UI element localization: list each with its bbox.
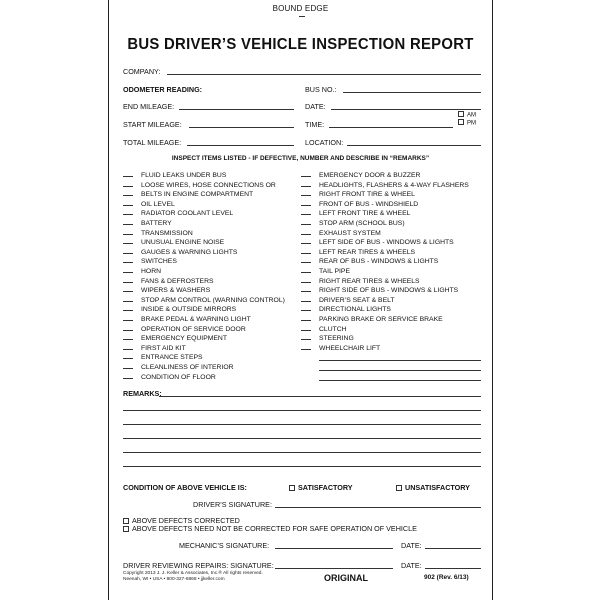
defects-not-needed-checkbox[interactable] xyxy=(123,524,417,533)
checklist-item[interactable]: RADIATOR COOLANT LEVEL xyxy=(123,210,233,217)
company-field[interactable] xyxy=(167,74,481,75)
company-label: COMPANY: xyxy=(123,67,161,76)
remarks-line[interactable] xyxy=(123,424,481,425)
original-label: ORIGINAL xyxy=(324,573,368,583)
checklist-item[interactable]: EXHAUST SYSTEM xyxy=(301,230,381,237)
checklist-item[interactable]: LOOSE WIRES, HOSE CONNECTIONS OR xyxy=(123,182,276,189)
checklist-item[interactable]: EMERGENCY EQUIPMENT xyxy=(123,335,227,342)
pm-label: PM xyxy=(467,120,476,127)
total-mileage-field[interactable] xyxy=(187,145,294,146)
checklist-item[interactable]: DIRECTIONAL LIGHTS xyxy=(301,306,391,313)
checklist-item[interactable]: WHEELCHAIR LIFT xyxy=(301,345,380,352)
checklist-item[interactable]: DRIVER’S SEAT & BELT xyxy=(301,297,395,304)
checklist-item[interactable]: RIGHT SIDE OF BUS - WINDOWS & LIGHTS xyxy=(301,287,458,294)
remarks-label: REMARKS: xyxy=(123,389,162,398)
checklist-item[interactable]: CONDITION OF FLOOR xyxy=(123,374,216,381)
end-mileage-label: END MILEAGE: xyxy=(123,102,175,111)
mechanics-date-field[interactable] xyxy=(425,548,481,549)
condition-label: CONDITION OF ABOVE VEHICLE IS: xyxy=(123,483,247,492)
bus-no-label: BUS NO.: xyxy=(305,85,337,94)
checklist-item[interactable]: GAUGES & WARNING LIGHTS xyxy=(123,249,237,256)
form-number: 902 (Rev. 6/13) xyxy=(424,574,469,581)
checklist-item[interactable]: CLEANLINESS OF INTERIOR xyxy=(123,364,234,371)
mechanics-signature-label: MECHANIC’S SIGNATURE: xyxy=(179,541,270,550)
checklist-item[interactable]: FANS & DEFROSTERS xyxy=(123,278,214,285)
checklist-item[interactable]: LEFT SIDE OF BUS - WINDOWS & LIGHTS xyxy=(301,239,454,246)
unsatisfactory-label: UNSATISFACTORY xyxy=(405,483,470,492)
time-field[interactable] xyxy=(329,127,453,128)
checklist-item[interactable]: RIGHT FRONT TIRE & WHEEL xyxy=(301,191,415,198)
pm-checkbox[interactable] xyxy=(458,119,476,127)
odometer-label: ODOMETER READING: xyxy=(123,85,203,94)
end-mileage-field[interactable] xyxy=(179,109,294,110)
remarks-line[interactable] xyxy=(159,396,481,397)
checklist-item[interactable]: REAR OF BUS - WINDOWS & LIGHTS xyxy=(301,258,438,265)
drivers-signature-label: DRIVER’S SIGNATURE: xyxy=(193,500,272,509)
remarks-line[interactable] xyxy=(123,466,481,467)
checklist-item[interactable]: ENTRANCE STEPS xyxy=(123,354,203,361)
start-mileage-field[interactable] xyxy=(189,127,294,128)
total-mileage-label: TOTAL MILEAGE: xyxy=(123,138,182,147)
defects-not-needed-label: ABOVE DEFECTS NEED NOT BE CORRECTED FOR SAFE OPERATION OF VEHICLE xyxy=(132,524,417,533)
checklist-item[interactable]: STOP ARM (SCHOOL BUS) xyxy=(301,220,405,227)
extra-item-line[interactable] xyxy=(319,370,481,371)
date-field[interactable] xyxy=(331,109,481,110)
remarks-line[interactable] xyxy=(123,452,481,453)
extra-item-line[interactable] xyxy=(319,380,481,381)
checklist-item[interactable]: HORN xyxy=(123,268,161,275)
checklist-item[interactable]: UNUSUAL ENGINE NOISE xyxy=(123,239,224,246)
time-label: TIME: xyxy=(305,120,325,129)
mechanics-date-label: DATE: xyxy=(401,541,422,550)
checklist-item[interactable]: EMERGENCY DOOR & BUZZER xyxy=(301,172,420,179)
driver-reviewing-date-field[interactable] xyxy=(425,568,481,569)
am-checkbox[interactable] xyxy=(458,111,476,119)
driver-reviewing-date-label: DATE: xyxy=(401,561,422,570)
checklist-item[interactable]: FRONT OF BUS - WINDSHIELD xyxy=(301,201,418,208)
remarks-line[interactable] xyxy=(123,410,481,411)
satisfactory-label: SATISFACTORY xyxy=(298,483,353,492)
bus-no-field[interactable] xyxy=(343,92,481,93)
unsatisfactory-checkbox[interactable] xyxy=(396,483,470,492)
defects-corrected-label: ABOVE DEFECTS CORRECTED xyxy=(132,516,240,525)
date-label: DATE: xyxy=(305,102,326,111)
start-mileage-label: START MILEAGE: xyxy=(123,120,182,129)
driver-reviewing-field[interactable] xyxy=(275,568,393,569)
bound-edge-tick xyxy=(299,16,305,17)
driver-reviewing-label: DRIVER REVIEWING REPAIRS: SIGNATURE: xyxy=(123,561,274,570)
checklist-item[interactable]: STEERING xyxy=(301,335,354,342)
extra-item-line[interactable] xyxy=(319,360,481,361)
checklist-item[interactable]: RIGHT REAR TIRES & WHEELS xyxy=(301,278,420,285)
satisfactory-checkbox[interactable] xyxy=(289,483,353,492)
remarks-line[interactable] xyxy=(123,438,481,439)
location-label: LOCATION: xyxy=(305,138,344,147)
checklist-item[interactable]: STOP ARM CONTROL (WARNING CONTROL) xyxy=(123,297,285,304)
checklist-item[interactable]: TAIL PIPE xyxy=(301,268,350,275)
instructions-text: INSPECT ITEMS LISTED - IF DEFECTIVE, NUMBER AND DESCRIBE IN “REMARKS” xyxy=(171,155,430,162)
bound-edge-label: BOUND EDGE xyxy=(272,4,329,13)
checklist-item[interactable]: PARKING BRAKE OR SERVICE BRAKE xyxy=(301,316,443,323)
checklist-item[interactable]: INSIDE & OUTSIDE MIRRORS xyxy=(123,306,236,313)
inspection-form-page xyxy=(108,0,493,600)
location-field[interactable] xyxy=(347,145,481,146)
checklist-item[interactable]: CLUTCH xyxy=(301,326,347,333)
copyright-line-1: Copyright 2013 J. J. Keller & Associates, Inc.® All rights reserved. xyxy=(123,571,263,576)
form-title: BUS DRIVER’S VEHICLE INSPECTION REPORT xyxy=(127,36,474,53)
checklist-item[interactable]: LEFT FRONT TIRE & WHEEL xyxy=(301,210,410,217)
copyright-line-2: Neenah, WI • USA • 800-327-6868 • jjkeller.com xyxy=(123,577,225,582)
checklist-item[interactable]: BRAKE PEDAL & WARNING LIGHT xyxy=(123,316,251,323)
mechanics-signature-field[interactable] xyxy=(275,548,393,549)
drivers-signature-field[interactable] xyxy=(275,507,481,508)
checklist-item[interactable]: HEADLIGHTS, FLASHERS & 4-WAY FLASHERS xyxy=(301,182,469,189)
checklist-item[interactable]: BATTERY xyxy=(123,220,172,227)
checklist-item[interactable]: OIL LEVEL xyxy=(123,201,175,208)
checklist-item[interactable]: TRANSMISSION xyxy=(123,230,193,237)
am-label: AM xyxy=(467,112,476,119)
checklist-item[interactable]: SWITCHES xyxy=(123,258,177,265)
checklist-item[interactable]: WIPERS & WASHERS xyxy=(123,287,210,294)
checklist-item[interactable]: FLUID LEAKS UNDER BUS xyxy=(123,172,226,179)
checklist-item[interactable]: BELTS IN ENGINE COMPARTMENT xyxy=(123,191,253,198)
checklist-item[interactable]: LEFT REAR TIRES & WHEELS xyxy=(301,249,415,256)
checklist-item[interactable]: FIRST AID KIT xyxy=(123,345,186,352)
checklist-item[interactable]: OPERATION OF SERVICE DOOR xyxy=(123,326,246,333)
